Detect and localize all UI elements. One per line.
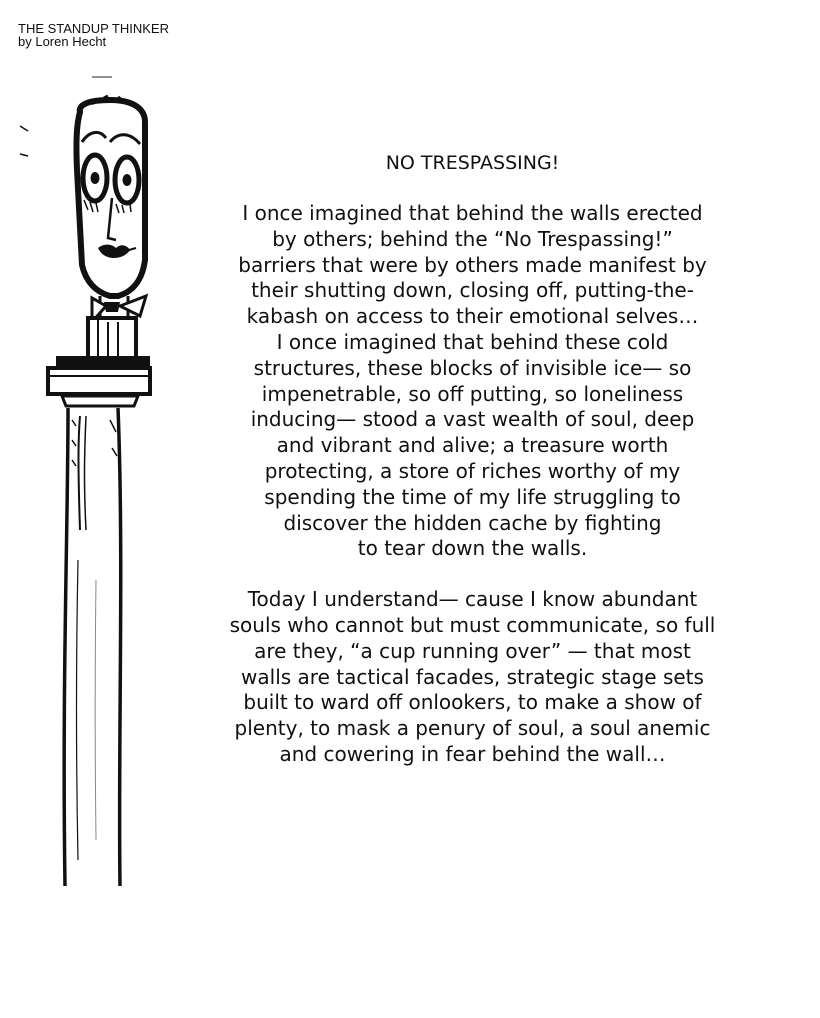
series-title: THE STANDUP THINKER	[18, 21, 169, 36]
standup-thinker-illustration	[0, 60, 180, 900]
paragraph-line: and vibrant and alive; a treasure worth	[276, 433, 669, 458]
paragraph-line: and cowering in fear behind the wall…	[279, 741, 666, 766]
paragraph-line: I once imagined that behind the walls erected	[242, 201, 703, 225]
paragraph-line: impenetrable, so off putting, so loneliness	[261, 381, 684, 406]
article-paragraph-2	[205, 587, 740, 768]
article-paragraph-1	[205, 201, 740, 562]
paragraph-line: discover the hidden cache by fighting	[283, 510, 662, 535]
paragraph-line: protecting, a store of riches worthy of my	[264, 458, 681, 483]
paragraph-line: barriers that were by others made manifest by	[238, 252, 707, 277]
paragraph-line: kabash on access to their emotional selves…	[246, 304, 699, 329]
article	[205, 150, 740, 793]
paragraph-line: Today I understand— cause I know abundant	[247, 587, 698, 612]
paragraph-line: souls who cannot but must communicate, so full	[229, 612, 716, 637]
paragraph-line: are they, “a cup running over” — that most	[254, 638, 691, 663]
page-header	[18, 22, 169, 48]
paragraph-line: by others; behind the “No Trespassing!”	[272, 226, 673, 251]
paragraph-line: I once imagined that behind these cold	[276, 329, 669, 354]
article-title: NO TRESPASSING!	[385, 152, 560, 174]
paragraph-line: walls are tactical facades, strategic stage sets	[241, 664, 704, 689]
paragraph-line: their shutting down, closing off, putting-the-	[251, 278, 694, 303]
paragraph-line: plenty, to mask a penury of soul, a soul anemic	[234, 716, 711, 741]
paragraph-line: structures, these blocks of invisible ice— so	[253, 355, 692, 380]
paragraph-line: built to ward off onlookers, to make a show of	[243, 690, 702, 715]
byline: by Loren Hecht	[18, 34, 107, 49]
paragraph-line: to tear down the walls.	[357, 536, 588, 561]
paragraph-line: spending the time of my life struggling to	[264, 484, 681, 509]
paragraph-line: inducing— stood a vast wealth of soul, deep	[250, 407, 695, 432]
